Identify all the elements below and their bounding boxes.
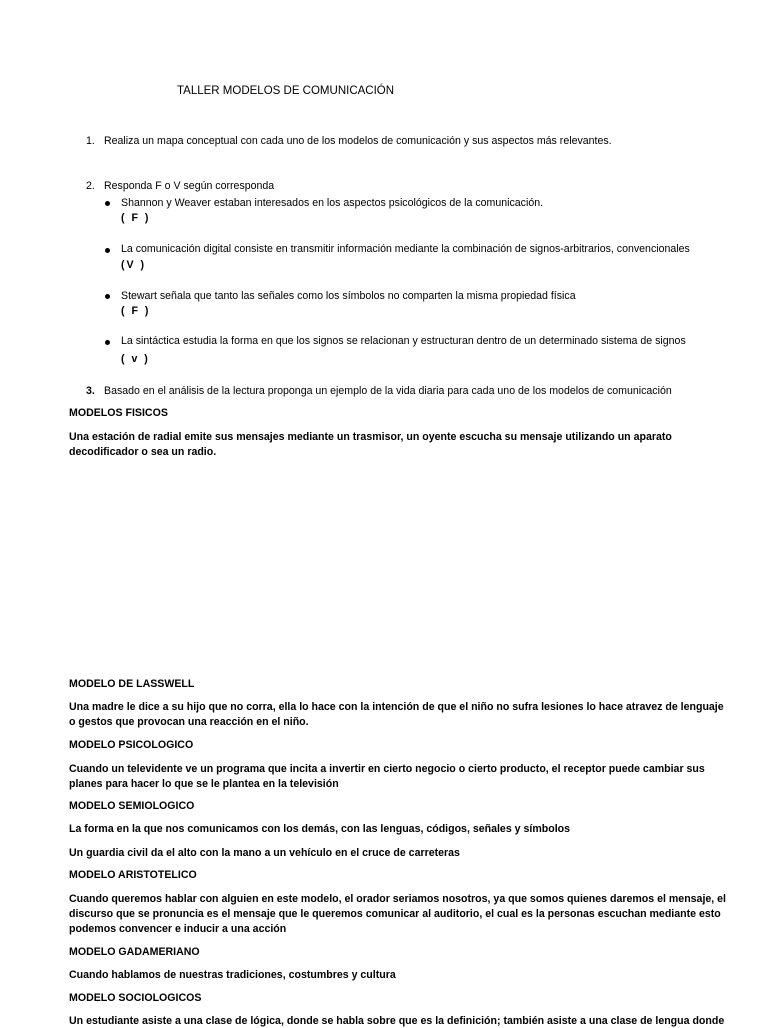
bullet-3-answer: ( F ) <box>121 305 151 317</box>
item-2-number: 2. <box>86 180 95 192</box>
bullet-2-dot <box>105 248 110 253</box>
section-text-fisicos-2: decodificador o sea un radio. <box>69 446 217 458</box>
bullet-1-answer: ( F ) <box>121 212 151 224</box>
item-3-number: 3. <box>86 385 95 397</box>
bullet-4-dot <box>105 340 110 345</box>
section-text-psicologico-1: Cuando un televidente ve un programa que incita a invertir en cierto negocio o cierto producto, el receptor puede cambiar sus <box>69 763 705 775</box>
section-text-lasswell-2: o gestos que provocan una reacción en el niño. <box>69 716 309 728</box>
section-heading-aristotelico: MODELO ARISTOTELICO <box>69 869 197 881</box>
section-heading-semiologico: MODELO SEMIOLOGICO <box>69 800 195 812</box>
section-text-aristotelico-2: discurso que se pronuncia es el mensaje que le queremos comunicar al auditorio, el cual es la personas escuchan mediante esto <box>69 908 721 920</box>
section-heading-gadameriano: MODELO GADAMERIANO <box>69 946 200 958</box>
bullet-1-statement: Shannon y Weaver estaban interesados en los aspectos psicológicos de la comunicación. <box>121 197 544 209</box>
section-text-fisicos-1: Una estación de radial emite sus mensajes mediante un trasmisor, un oyente escucha su mensaje utilizando un aparato <box>69 431 672 443</box>
section-text-lasswell-1: Una madre le dice a su hijo que no corra, ella lo hace con la intención de que el niño no sufra lesiones lo hace atravez de lenguaje <box>69 701 724 713</box>
section-heading-sociologicos: MODELO SOCIOLOGICOS <box>69 992 202 1004</box>
section-text-psicologico-2: planes para hacer lo que se le plantea en la televisión <box>69 778 339 790</box>
section-text-aristotelico-3: podemos convencer e inducir a una acción <box>69 923 287 935</box>
item-1-text: Realiza un mapa conceptual con cada uno de los modelos de comunicación y sus aspectos más relevantes. <box>104 135 612 147</box>
bullet-3-statement: Stewart señala que tanto las señales como los símbolos no comparten la misma propiedad física <box>121 290 576 302</box>
section-heading-lasswell: MODELO DE LASSWELL <box>69 678 195 690</box>
bullet-2-answer: (V ) <box>121 259 147 271</box>
bullet-4-statement: La sintáctica estudia la forma en que los signos se relacionan y estructuran dentro de un determinado sistema de signos <box>121 335 686 347</box>
bullet-1-dot <box>105 201 110 206</box>
section-heading-fisicos: MODELOS FISICOS <box>69 407 168 419</box>
section-text-sociologicos-1: Un estudiante asiste a una clase de lógica, donde se habla sobre que es la definición; también asiste a una clase de lengua donde <box>69 1015 725 1027</box>
section-text-semiologico-1: La forma en la que nos comunicamos con los demás, con las lenguas, códigos, señales y símbolos <box>69 823 570 835</box>
section-heading-psicologico: MODELO PSICOLOGICO <box>69 739 194 751</box>
section-text-gadameriano-1: Cuando hablamos de nuestras tradiciones, costumbres y cultura <box>69 969 396 981</box>
bullet-2-statement: La comunicación digital consiste en transmitir información mediante la combinación de signos-arbitrarios, convencionales <box>121 243 690 255</box>
section-text-semiologico-2: Un guardia civil da el alto con la mano a un vehículo en el cruce de carreteras <box>69 847 460 859</box>
section-text-aristotelico-1: Cuando queremos hablar con alguien en este modelo, el orador seriamos nosotros, ya que somos quienes daremos el mensaje, el <box>69 893 727 905</box>
bullet-4-answer: ( v ) <box>121 353 150 365</box>
bullet-3-dot <box>105 294 110 299</box>
item-1-number: 1. <box>86 135 95 147</box>
item-2-text: Responda F o V según corresponda <box>104 180 275 192</box>
document-title: TALLER MODELOS DE COMUNICACIÓN <box>177 85 395 97</box>
item-3-text: Basado en el análisis de la lectura proponga un ejemplo de la vida diaria para cada uno de los modelos de comunicación <box>104 385 672 397</box>
